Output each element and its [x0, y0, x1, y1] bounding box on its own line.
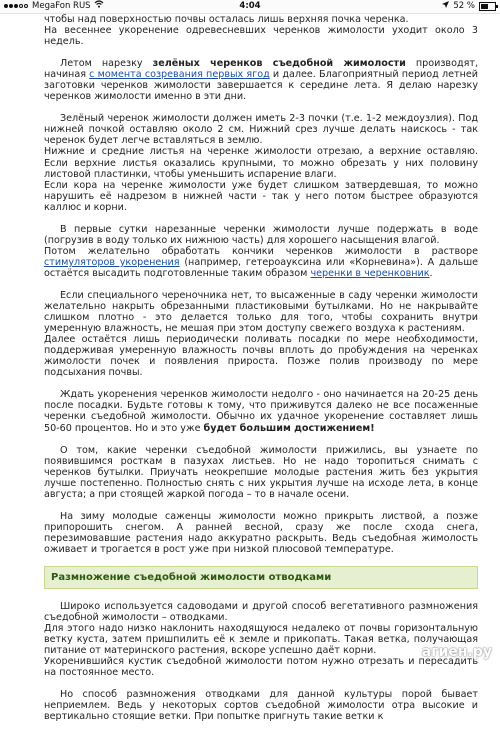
carrier-name: MegaFon RUS	[32, 1, 91, 11]
article-body	[44, 14, 478, 733]
battery-percent: 52 %	[453, 1, 475, 11]
link-cutting-bed[interactable]: черенки в черенковник	[310, 267, 430, 279]
link-berry-ripening[interactable]: с момента созревания первых ягод	[89, 69, 270, 81]
text: Ждать укоренения черенков жимолости недолго - оно начинается на 20-25 день после посадки. Будьте готовы к тому, что приживутся далеко не все посаженные черенки съедобной жимолости. Обычно их удачное укоренение составляет лишь 50-60 процентов. Но и это уже	[44, 389, 478, 434]
paragraph: Если специального череночника нет, то высаженные в саду черенки жимолости желательно накрыть обрезанными пластиковыми бутылками. Но не накрывайте слишком плотно - это делается только для того, чтобы сохранить внутри умеренную влажность, не мешая при этом доступу свежего воздуха к растениям.	[44, 289, 478, 335]
paragraph: чтобы над поверхностью почвы осталась лишь верхняя почка черенка.	[44, 14, 409, 25]
paragraph	[44, 58, 478, 102]
section-heading: Размножение съедобной жимолости отводками	[44, 566, 478, 589]
paragraph: О том, какие черенки съедобной жимолости прижились, вы узнаете по появившимся росткам в пазухах листьев. Но не надо торопиться снимать с черенков бутылки. Приучать неокрепшие молодые растения жить без укрытия лучше постепенно. Полностью снять с них укрытия лучше на исходе лета, в конце августа; а при стоящей жаркой погода – то в начале осени.	[44, 444, 478, 500]
paragraph: На зиму молодые саженцы жимолости можно прикрыть листвой, а позже припорошить снегом. А ранней весной, сразу же после схода снега, перезимовавшие растения надо аккуратно раскрыть. Ведь съедобная жимолость оживает и трогается в рост уже при низкой плюсовой температуре.	[44, 510, 478, 555]
text: и далее. Благоприятный период летней заготовки черенков жимолости завершается к середине лета. Я делаю нарезку черенков жимолости именно в эти дни.	[44, 69, 478, 103]
paragraph: Широко используется садоводами и другой способ вегетативного размножения съедобной жимолости – отводками.	[44, 601, 478, 624]
paragraph: Далее остаётся лишь периодически поливать посадки по мере необходимости, поддерживая умеренную влажность почвы вплоть до пробуждения на черенках жимолости почек и появления прироста. Позже полив производу по мере подсыхания почвы.	[44, 334, 478, 379]
paragraph: В первые сутки нарезанные черенки жимолости лучше подержать в воде (погрузив в воду только их нижнюю часть) для хорошего насыщения влагой.	[44, 223, 478, 246]
text: Потом желательно обработать кончики черенков жимолости в растворе	[44, 245, 478, 257]
paragraph: Если кора на черенке жимолости уже будет слишком затвердевшая, то можно нарушить её надрезом в нижней части - так у него потом быстрее образуются каллюс и корни.	[44, 179, 478, 213]
status-right	[442, 0, 496, 13]
battery-icon	[479, 2, 496, 11]
text: Летом нарезку	[60, 58, 153, 70]
location-arrow-icon	[442, 0, 449, 13]
bold-term: зелёных черенков съедобной жимолости	[152, 58, 406, 70]
text: производят, начиная	[44, 58, 478, 81]
paragraph	[44, 389, 478, 433]
paragraph: Зелёный черенок жимолости должен иметь 2-3 почки (т.е. 1-2 междоузлия). Под нижней почкой оставляю около 2 см. Нижний срез лучше делать наискось - так черенок будет легче вставляться в землю.	[44, 113, 478, 147]
paragraph: Для этого надо низко наклонить находящуюся недалеко от почвы горизонтальную ветку куста, затем пришпилить её к земле и прикопать. Такая ветка, получающая питание от материнского растения, вскоре успешно даёт корни.	[44, 623, 478, 657]
text: .	[429, 267, 433, 279]
paragraph: Укоренившийся кустик съедобной жимолости потом нужно отрезать и пересадить на постоянное место.	[44, 656, 478, 679]
link-rooting-stimulators[interactable]: стимуляторов укоренения	[44, 256, 180, 268]
paragraph	[44, 246, 478, 279]
status-time: 4:04	[239, 1, 261, 11]
watermark: агиен.ру	[421, 644, 492, 660]
status-bar	[0, 0, 500, 14]
paragraph: Нижние и средние листья на черенке жимолости отрезаю, а верхние оставляю. Если верхние листья оказались крупными, то можно обрезать у них половину листовой пластинки, чтобы уменьшить испарение влаги.	[44, 146, 478, 180]
bold-phrase: будет большим достижением!	[203, 422, 375, 434]
paragraph: На весеннее укоренение одревесневших черенков жимолости уходит около 3 недель.	[44, 25, 478, 48]
paragraph: Но способ размножения отводками для данной культуры порой бывает неприемлем. Ведь у некоторых сортов съедобной жимолости отра высокие и вертикально стоящие ветки. При попытке пригнуть такие ветки к	[44, 689, 478, 723]
text: (например, гетероауксина или «Корневина»). А дальше остаётся высадить подготовленные таким образом	[44, 256, 478, 279]
